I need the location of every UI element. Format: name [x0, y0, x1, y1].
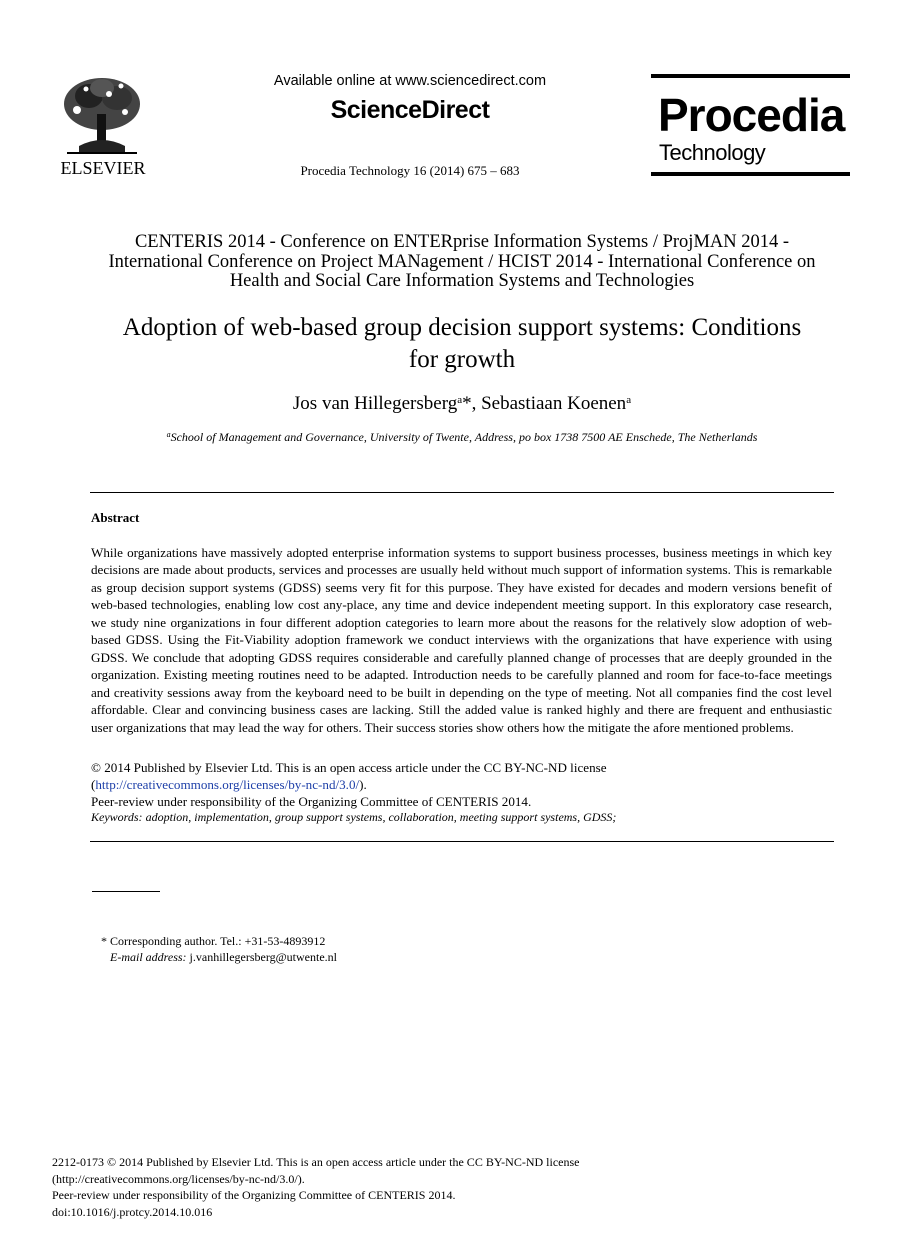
procedia-subtitle: Technology [659, 140, 766, 165]
title-line: for growth [408, 346, 516, 373]
abstract-heading: Abstract [91, 510, 140, 525]
author-name: Sebastiaan Koenen [481, 393, 627, 414]
conference-line: Health and Social Care Information Systems and Technologies [229, 271, 695, 291]
article-title [60, 312, 864, 376]
journal-citation: Procedia Technology 16 (2014) 675 – 683 [300, 163, 520, 178]
peer-review-line: Peer-review under responsibility of the Organizing Committee of CENTERIS 2014. [91, 794, 532, 809]
email-note [110, 950, 337, 965]
bottom-notes [52, 1154, 852, 1220]
corresponding-author-note: * Corresponding author. Tel.: +31-53-4893912 [101, 934, 326, 948]
author-list [60, 393, 864, 415]
conference-line: International Conference on Project MANagement / HCIST 2014 - International Conference on [108, 251, 816, 272]
license-paren: ( [91, 777, 96, 792]
conference-name [60, 233, 864, 292]
elsevier-wordmark: ELSEVIER [60, 158, 146, 178]
author-name: Jos van Hillegersberg [292, 393, 458, 414]
affiliation-text: School of Management and Governance, University of Twente, Address, po box 1738 7500 AE Enschede, The Netherlands [170, 430, 758, 444]
affiliation-mark: a [166, 430, 171, 439]
keywords-text: adoption, implementation, group support systems, collaboration, meeting support systems, GDSS; [142, 810, 617, 824]
sciencedirect-logo: ScienceDirect [330, 96, 490, 124]
procedia-logo [651, 74, 850, 176]
corresponding-star: * [462, 393, 472, 414]
divider [90, 841, 834, 842]
abstract-body: While organizations have massively adopted enterprise information systems to support business processes, business meetings in which key decisions are made about products, services and processes are usually held without much support of information systems. This is remarkable as group decision support systems (GDSS) seems very fit for this purpose. They have existed for decades and modern versions benefit of web-based technologies, enabling low cost any-place, any time and device independent meeting support. In this exploratory case research, we study nine organizations in four different adoption categories to learn more about the reasons for the relatively slow adoption of web-based GDSS. Using the Fit-Viability adoption framework we conduct interviews with the organizations that have experience with using GDSS. We conclude that adopting GDSS requires considerable and carefully planned change of processes that are deeply grounded in the organization. Existing meeting routines need to be adapted. Introduction needs to be carefully planned and room for face-to-face meetings and creativity sessions away from the keyboard need to be built in depending on the type of meeting. Not all companies find the cost level affordable. Clear and convincing business cases are lacking. Still the added value is ranked highly and there are frequent and enthusiastic user organizations that may lead the way for others. Their success stories show others how the mitigate the afore mentioned problems. [91, 545, 832, 735]
copyright-block [91, 759, 832, 810]
elsevier-logo [55, 74, 151, 180]
elsevier-tree-icon [59, 74, 145, 156]
affiliation-mark: a [457, 394, 463, 406]
procedia-wordmark: Procedia [658, 89, 845, 141]
affiliation [60, 430, 864, 445]
copyright-line: © 2014 Published by Elsevier Ltd. This is an open access article under the CC BY-NC-ND license [91, 760, 607, 775]
issn-line: 2212-0173 © 2014 Published by Elsevier Ltd. This is an open access article under the CC BY-NC-ND license [52, 1155, 580, 1169]
email-address[interactable]: j.vanhillegersberg@utwente.nl [186, 950, 338, 964]
doi-line[interactable]: doi:10.1016/j.protcy.2014.10.016 [52, 1204, 213, 1219]
license-paren: ). [359, 777, 367, 792]
title-line: Adoption of web-based group decision support systems: Conditions [122, 314, 802, 341]
footnote-rule [92, 891, 160, 892]
divider [90, 492, 834, 493]
peer-review-line: Peer-review under responsibility of the Organizing Committee of CENTERIS 2014. [52, 1188, 456, 1202]
affiliation-mark: a [626, 394, 632, 406]
keywords-line [91, 810, 832, 825]
email-label: E-mail address: [110, 950, 187, 964]
available-online-text: Available online at www.sciencedirect.com [273, 73, 547, 89]
author-separator: , [471, 393, 482, 414]
conference-line: CENTERIS 2014 - Conference on ENTERprise Information Systems / ProjMAN 2014 - [134, 232, 790, 252]
keywords-label: Keywords: [91, 810, 143, 824]
license-link[interactable]: http://creativecommons.org/licenses/by-nc-nd/3.0/ [95, 777, 360, 792]
license-url-line[interactable]: (http://creativecommons.org/licenses/by-nc-nd/3.0/). [52, 1171, 305, 1186]
license-line [91, 776, 832, 793]
